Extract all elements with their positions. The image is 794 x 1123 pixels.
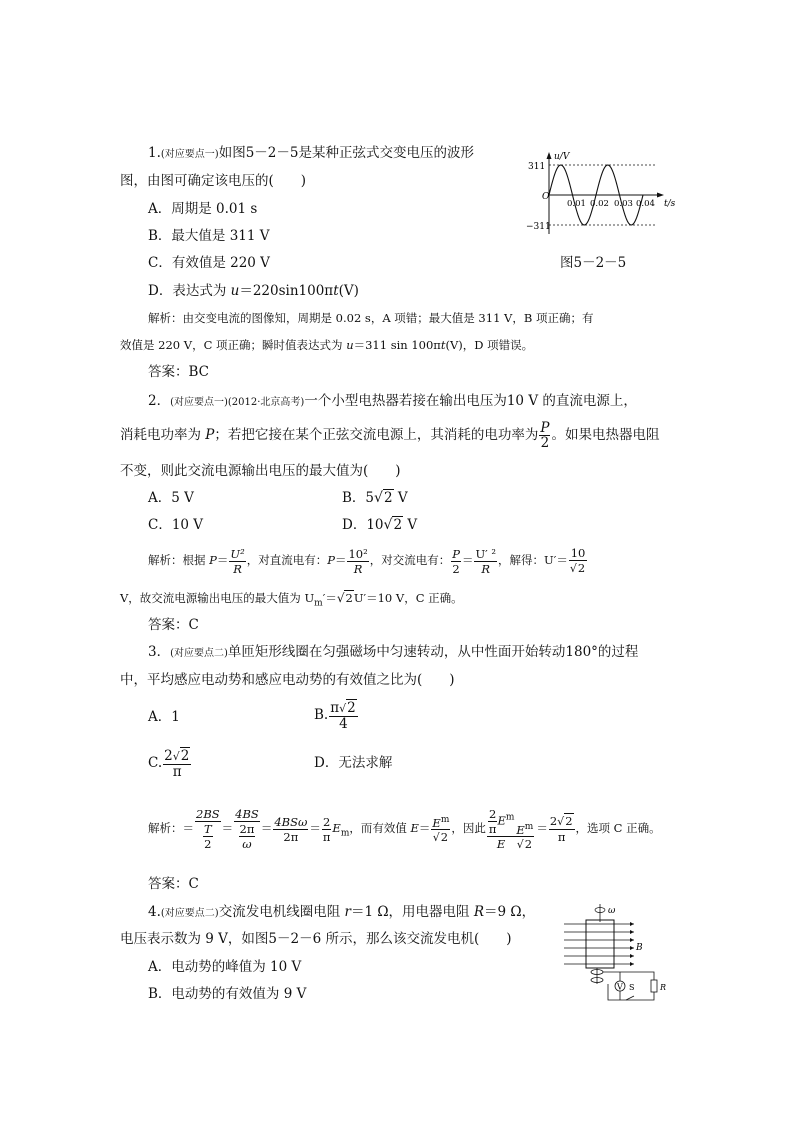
q2-option-a[interactable]: A．5 V [148, 490, 194, 506]
q4-option-a[interactable]: A．电动势的峰值为 10 V [148, 959, 302, 975]
q2-option-b[interactable]: B．5√2 V [342, 490, 408, 506]
q3-stem-line2: 中，平均感应电动势和感应电动势的有效值之比为( ) [120, 672, 455, 688]
origin-label: O [542, 192, 550, 202]
b-field-label: B [636, 943, 643, 953]
y-axis-arrow [547, 152, 552, 159]
q2-analysis-line1: 解析：根据 P＝ $\frac{\text{U²}}{R}$ ，对直流电有：P＝ $\frac{\text{10²}}{R}$ ，对交流电有： $\frac{P}{2}$ ＝ $\frac{\text{U′ ²}}{R}$ ，解得：U′＝ $\frac{10}{√2}$ [148, 546, 586, 576]
ymin-label: −311 [526, 222, 551, 232]
q1-option-a[interactable]: A．周期是 0.01 s [148, 201, 258, 217]
tick-label: 0.03 [614, 199, 633, 209]
q1-option-b[interactable]: B．最大值是 311 V [148, 228, 270, 244]
tick-label: 0.01 [567, 199, 586, 209]
q1-stem-line2: 图，由图可确定该电压的( ) [120, 173, 307, 189]
q1-option-c[interactable]: C．有效值是 220 V [148, 255, 270, 271]
q4-option-b[interactable]: B．电动势的有效值为 9 V [148, 986, 307, 1002]
switch-label: S [629, 983, 635, 992]
q3-option-c[interactable]: C. $\frac{2√2}{\pi}$ [148, 747, 190, 780]
q2-option-d[interactable]: D．10√2 V [342, 517, 418, 533]
q3-option-a[interactable]: A．1 [148, 709, 180, 725]
switch-icon [626, 996, 634, 1000]
q2-analysis-line2: V，故交流电源输出电压的最大值为 $U_m'=√2U'=10$ V，C 正确。 [120, 591, 463, 609]
resistor-label: R [660, 983, 667, 992]
voltmeter-label: V [617, 982, 623, 992]
q2-stem-line3: 不变，则此交流电源输出电压的最大值为( ) [120, 463, 401, 479]
q1-waveform-figure [526, 150, 680, 240]
field-arrows [630, 922, 634, 966]
q3-stem-line1: 3．(对应要点二)单匝矩形线圈在匀强磁场中匀速转动，从中性面开始转动180°的过程 [148, 644, 639, 660]
q2-stem-line1: 2．(对应要点一)(2012·北京高考)一个小型电热器若接在输出电压为10 V 的直流电源上， [148, 393, 637, 409]
q3-answer: 答案：C [148, 876, 199, 892]
q3-analysis: 解析：＝ $\frac{2BS}{\frac{T}{2}}$ ＝ $\frac{4BS}{\frac{2\pi}{\omega}}$ ＝ $\frac{\text{4BSω}}{2\pi}$ ＝ $\frac{2}{\pi}$ $E_m$，而有效值 E＝ $\frac{E^m}{√2}$ ，因此 $\frac{2}{\pi}$ $E^m$ E $\frac{E^m}{√2}$ ＝ $\frac{2√2}{\pi}$ ，选项 C 正确。 [148, 807, 661, 852]
x-axis-label: t/s [664, 199, 676, 209]
q2-option-c[interactable]: C．10 V [148, 517, 204, 533]
q1-analysis-line1: 解析：由交变电流的图像知，周期是 0.02 s，A 项错；最大值是 311 V，B 项正确；有 [148, 311, 594, 325]
tick-label: 0.02 [590, 199, 609, 209]
resistor-icon [651, 980, 657, 992]
ymax-label: 311 [528, 162, 546, 172]
q4-stem-line1: 4.(对应要点二)交流发电机线圈电阻 r＝1 Ω，用电器电阻 R＝9 Ω， [148, 904, 536, 920]
omega-label: ω [608, 906, 616, 916]
q3-option-b[interactable]: B. $\frac{\pi√2}{4}$ [314, 699, 356, 732]
q2-stem-line2: 消耗电功率为 P；若把它接在某个正弦交流电源上，其消耗的电功率为 $\frac{P}{2}$ 。如果电热器电阻 [120, 420, 660, 451]
field-lines [564, 924, 634, 964]
y-axis-label: u/V [554, 152, 570, 162]
q1-analysis-line2: 效值是 220 V，C 项正确；瞬时值表达式为 u＝311 sin 100πt(V)，D 项错误。 [120, 338, 534, 352]
q1-figure-caption: 图5－2－5 [560, 255, 627, 271]
p-over-2: $\frac{P}{2}$ [540, 420, 550, 451]
q4-generator-figure [562, 904, 672, 1004]
q4-stem-line2: 电压表示数为 9 V，如图5－2－6 所示，那么该交流发电机( ) [120, 931, 512, 947]
q1-option-d[interactable]: D．表达式为 u＝220sin100πt(V) [148, 283, 359, 299]
tick-label: 0.04 [636, 199, 655, 209]
coil [586, 920, 614, 968]
q1-stem-line1: 1.(对应要点一)如图5－2－5是某种正弦式交变电压的波形 [148, 145, 474, 161]
q3-option-d[interactable]: D．无法求解 [314, 755, 393, 771]
q1-answer: 答案：BC [148, 364, 210, 380]
q2-answer: 答案：C [148, 617, 199, 633]
x-axis-arrow [657, 193, 664, 198]
